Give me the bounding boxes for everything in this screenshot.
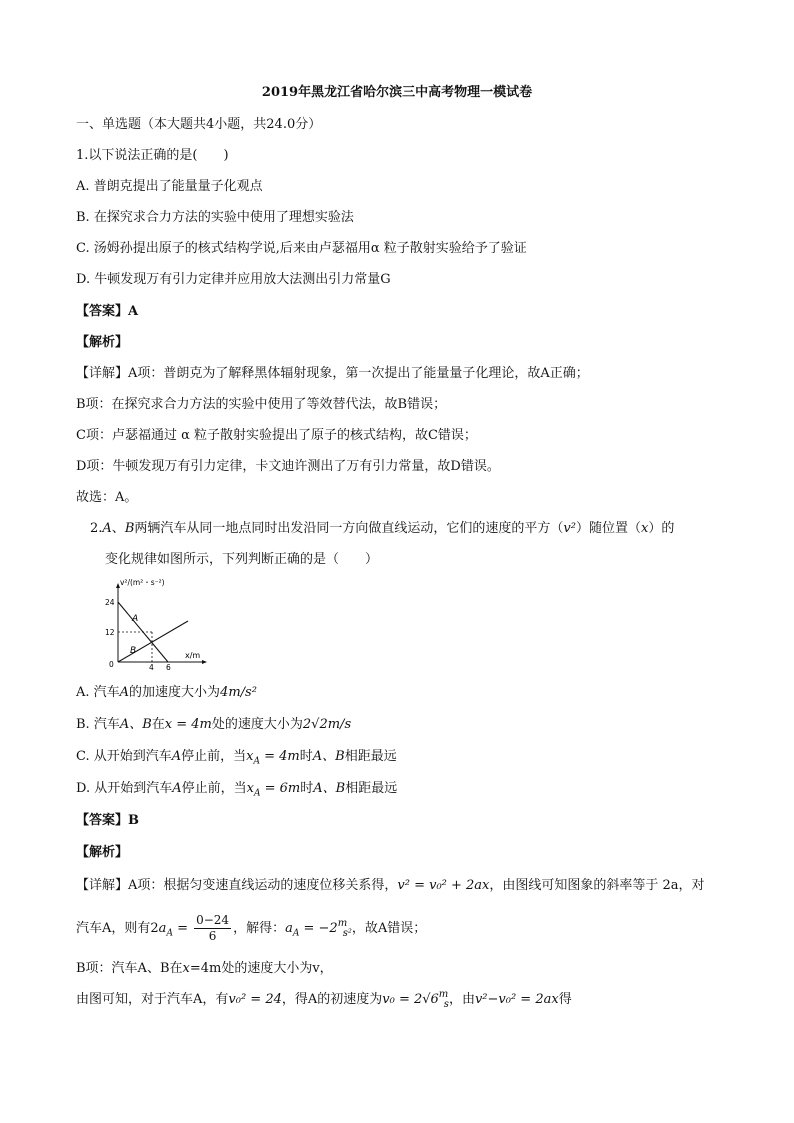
q1-option-c: C. 汤姆孙提出原子的核式结构学说,后来由卢瑟福用α 粒子散射实验给予了验证 [76, 241, 527, 256]
y-tick-12: 12 [105, 628, 115, 637]
y-tick-24: 24 [105, 598, 115, 607]
q1-detail-2: B项：在探究求合力方法的实验中使用了等效替代法，故B错误； [76, 397, 447, 412]
section-heading: 一、单选题（本大题共4小题，共24.0分） [76, 117, 322, 132]
q2-v2-x-graph [100, 578, 210, 670]
q2-detail-1: 【详解】A项：根据匀变速直线运动的速度位移关系得，v² = v₀² + 2ax，由图线可知图象的斜率等于 2a，对 [76, 878, 705, 893]
q2-detail-2: 汽车A，则有$2a_A$ = $\frac{0-24}{6}$ ，解得：$a_A = -2$ m s² ，故A错误； [76, 913, 427, 943]
q1-answer: 【答案】A [76, 304, 139, 319]
q1-option-d: D. 牛顿发现万有引力定律并应用放大法测出引力常量G [76, 272, 391, 287]
q1-detail-3: C项：卢瑟福通过 α 粒子散射实验提出了原子的核式结构，故C错误； [76, 428, 477, 443]
q2-option-c: C. 从开始到汽车A停止前，当$x_A = 4m$时A、B相距最远 [76, 749, 397, 767]
graph-xlabel: x/m [185, 651, 201, 660]
q2-analysis-label: 【解析】 [76, 845, 129, 860]
page-title: 2019年黑龙江省哈尔滨三中高考物理一模试卷 [261, 85, 533, 100]
q2-option-d: D. 从开始到汽车A停止前，当$x_A = 6m$时A、B相距最远 [76, 781, 398, 799]
line-b-label: B [130, 646, 137, 656]
fraction: $\frac{0-24}{6}$ [196, 913, 230, 943]
line-b [118, 621, 188, 662]
q1-option-b: B. 在探究求合力方法的实验中使用了理想实验法 [76, 210, 354, 225]
unit-fraction: m s² [337, 917, 352, 939]
q2-stem-line2: 变化规律如图所示，下列判断正确的是（ ） [105, 552, 379, 567]
q2-detail-3: B项：汽车A、B在x=4m处的速度大小为v， [76, 961, 333, 976]
q2-stem-line1: 2.A、B两辆汽车从同一地点同时出发沿同一方向做直线运动，它们的速度的平方（v²）随位置（x）的 [90, 521, 675, 536]
unit-fraction: m s [438, 988, 449, 1010]
q2-option-b: B. 汽车A、B在x = 4m处的速度大小为2√2m/s [76, 717, 352, 732]
graph-ylabel: v²/(m²・s⁻²) [120, 578, 165, 587]
q1-stem: 1.以下说法正确的是( ) [76, 148, 229, 163]
x-axis-arrow [202, 660, 207, 664]
q2-option-a: A. 汽车A的加速度大小为4m/s² [76, 685, 257, 700]
line-a-label: A [132, 614, 139, 624]
x-tick-4: 4 [149, 663, 154, 670]
q1-conclusion: 故选：A。 [76, 490, 138, 505]
y-tick-0: 0 [109, 660, 114, 669]
line-a [118, 602, 168, 662]
q2-detail-4: 由图可知，对于汽车A，有v₀² = 24，得A的初速度为v₀ = 2√6 m s ，由v²−v₀² = 2ax得 [76, 988, 572, 1010]
q2-answer: 【答案】B [76, 813, 139, 828]
q1-detail-1: 【详解】A项：普朗克为了解释黑体辐射现象，第一次提出了能量量子化理论，故A正确； [76, 366, 589, 381]
q1-detail-4: D项：牛顿发现万有引力定律，卡文迪许测出了万有引力常量，故D错误。 [76, 459, 500, 474]
x-tick-6: 6 [166, 663, 171, 670]
q1-option-a: A. 普朗克提出了能量量子化观点 [76, 179, 263, 194]
q1-analysis-label: 【解析】 [76, 335, 129, 350]
